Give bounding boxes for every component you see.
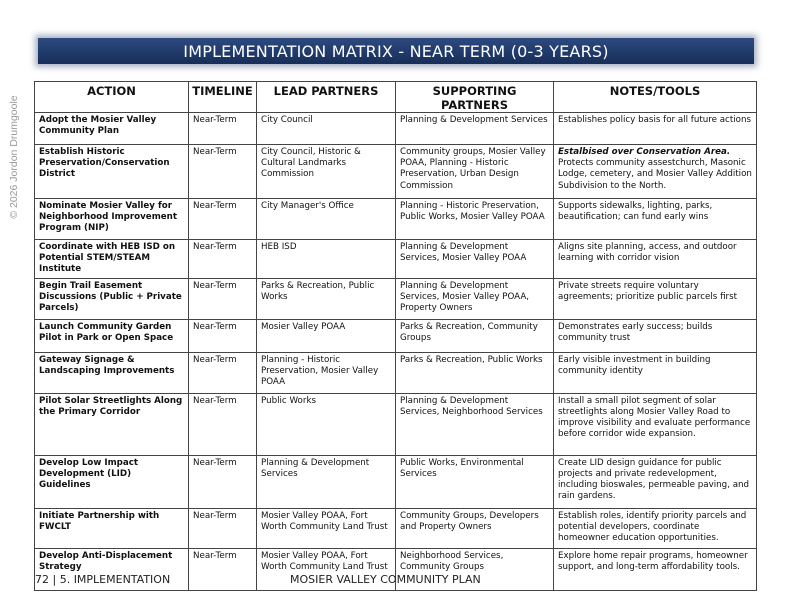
notes-text: Explore home repair programs, homeowner support, and long-term affordability tools. — [558, 550, 748, 572]
action-cell: Pilot Solar Streetlights Along the Primary Corridor — [35, 393, 189, 455]
timeline-cell: Near-Term — [189, 393, 257, 455]
notes-cell — [554, 278, 757, 319]
header-notes-tools: NOTES/TOOLS — [554, 82, 757, 113]
page-title: IMPLEMENTATION MATRIX - NEAR TERM (0-3 YEARS) — [183, 41, 609, 61]
notes-cell — [554, 240, 757, 279]
action-cell: Begin Trail Easement Discussions (Public + Private Parcels) — [35, 278, 189, 319]
supporting-cell: Planning & Development Services, Mosier Valley POAA — [396, 240, 554, 279]
action-cell: Adopt the Mosier Valley Community Plan — [35, 113, 189, 145]
notes-cell — [554, 393, 757, 455]
lead-cell: Parks & Recreation, Public Works — [257, 278, 396, 319]
notes-emphasis: Estalbised over Conservation Area. — [558, 147, 731, 157]
header-action: ACTION — [35, 82, 189, 113]
notes-text: Establishes policy basis for all future actions — [558, 115, 752, 125]
notes-text: Install a small pilot segment of solar streetlights along Mosier Valley Road to improve visibility and evaluate performance before corridor wide expansion. — [558, 395, 751, 440]
supporting-cell: Planning & Development Services — [396, 113, 554, 145]
table-row — [35, 278, 757, 319]
lead-cell: City Council, Historic & Cultural Landmarks Commission — [257, 145, 396, 199]
table-row — [35, 240, 757, 279]
action-cell: Initiate Partnership with FWCLT — [35, 508, 189, 548]
implementation-matrix — [34, 81, 757, 591]
notes-text: Early visible investment in building community identity — [558, 354, 711, 376]
notes-text: Aligns site planning, access, and outdoor learning with corridor vision — [558, 242, 737, 264]
timeline-cell: Near-Term — [189, 240, 257, 279]
lead-cell: Mosier Valley POAA, Fort Worth Community Land Trust — [257, 508, 396, 548]
timeline-cell: Near-Term — [189, 113, 257, 145]
table-row — [35, 455, 757, 508]
table-row — [35, 352, 757, 393]
supporting-cell: Parks & Recreation, Community Groups — [396, 319, 554, 352]
action-cell: Develop Low Impact Development (LID) Guidelines — [35, 455, 189, 508]
notes-cell — [554, 199, 757, 240]
supporting-cell: Public Works, Environmental Services — [396, 455, 554, 508]
notes-text: Supports sidewalks, lighting, parks, beautification; can fund early wins — [558, 201, 713, 223]
timeline-cell: Near-Term — [189, 352, 257, 393]
timeline-cell: Near-Term — [189, 278, 257, 319]
timeline-cell: Near-Term — [189, 508, 257, 548]
notes-cell — [554, 455, 757, 508]
supporting-cell: Planning - Historic Preservation, Public Works, Mosier Valley POAA — [396, 199, 554, 240]
lead-cell: City Manager's Office — [257, 199, 396, 240]
timeline-cell: Near-Term — [189, 199, 257, 240]
table-row — [35, 393, 757, 455]
notes-cell — [554, 319, 757, 352]
notes-cell — [554, 352, 757, 393]
copyright-text: © 2026 Jordon Drumgoole — [8, 95, 20, 219]
header-timeline: TIMELINE — [189, 82, 257, 113]
lead-cell: Mosier Valley POAA, Fort Worth Community Land Trust — [257, 548, 396, 590]
supporting-cell: Community groups, Mosier Valley POAA, Planning - Historic Preservation, Urban Design Commission — [396, 145, 554, 199]
table-row — [35, 508, 757, 548]
notes-cell — [554, 548, 757, 590]
action-cell: Develop Anti-Displacement Strategy — [35, 548, 189, 590]
action-cell: Launch Community Garden Pilot in Park or Open Space — [35, 319, 189, 352]
notes-text: Establish roles, identify priority parcels and potential developers, coordinate homeowner education opportunities. — [558, 510, 747, 544]
notes-cell — [554, 113, 757, 145]
timeline-cell: Near-Term — [189, 145, 257, 199]
notes-text: Protects community assestchurch, Masonic Lodge, cemetery, and Mosier Valley Addition Subdivision to the North. — [558, 158, 752, 191]
page-number-section: 72 | 5. IMPLEMENTATION — [35, 573, 171, 586]
supporting-cell: Planning & Development Services, Mosier Valley POAA, Property Owners — [396, 278, 554, 319]
header-row — [35, 82, 757, 113]
table-row — [35, 199, 757, 240]
action-cell: Establish Historic Preservation/Conservation District — [35, 145, 189, 199]
supporting-cell: Parks & Recreation, Public Works — [396, 352, 554, 393]
action-cell: Coordinate with HEB ISD on Potential STEM/STEAM Institute — [35, 240, 189, 279]
notes-text: Private streets require voluntary agreements; prioritize public parcels first — [558, 280, 738, 302]
lead-cell: Planning & Development Services — [257, 455, 396, 508]
action-cell: Nominate Mosier Valley for Neighborhood Improvement Program (NIP) — [35, 199, 189, 240]
lead-cell: Mosier Valley POAA — [257, 319, 396, 352]
copyright-watermark — [4, 72, 24, 242]
supporting-cell: Community Groups, Developers and Property Owners — [396, 508, 554, 548]
action-cell: Gateway Signage & Landscaping Improvements — [35, 352, 189, 393]
table-row — [35, 319, 757, 352]
lead-cell: Planning - Historic Preservation, Mosier Valley POAA — [257, 352, 396, 393]
lead-cell: City Council — [257, 113, 396, 145]
timeline-cell: Near-Term — [189, 455, 257, 508]
timeline-cell: Near-Term — [189, 548, 257, 590]
header-supporting-partners: SUPPORTING PARTNERS — [396, 82, 554, 113]
document-name: MOSIER VALLEY COMMUNITY PLAN — [290, 573, 481, 586]
notes-text: Demonstrates early success; builds community trust — [558, 321, 713, 343]
header-lead-partners: LEAD PARTNERS — [257, 82, 396, 113]
timeline-cell: Near-Term — [189, 319, 257, 352]
notes-text: Create LID design guidance for public projects and private redevelopment, including bioswales, permeable paving, and rain gardens. — [558, 457, 750, 502]
notes-cell — [554, 508, 757, 548]
notes-cell — [554, 145, 757, 199]
supporting-cell: Planning & Development Services, Neighborhood Services — [396, 393, 554, 455]
lead-cell: Public Works — [257, 393, 396, 455]
title-banner — [38, 38, 754, 64]
table-row — [35, 145, 757, 199]
table-row — [35, 113, 757, 145]
lead-cell: HEB ISD — [257, 240, 396, 279]
supporting-cell: Neighborhood Services, Community Groups — [396, 548, 554, 590]
